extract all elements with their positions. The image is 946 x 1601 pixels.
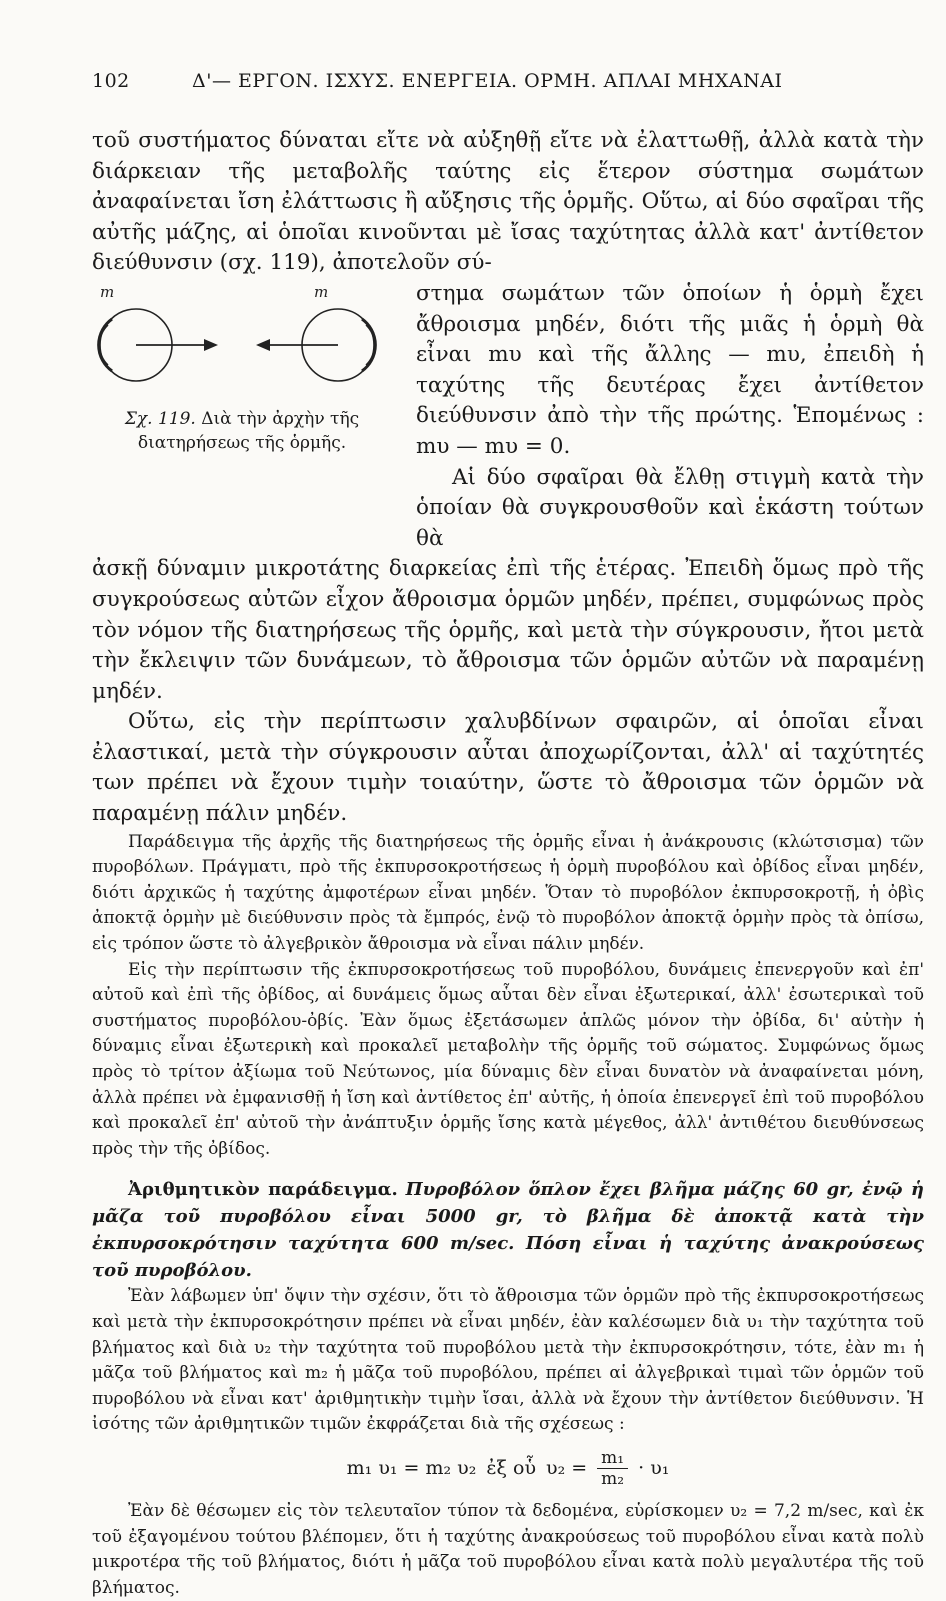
small-paragraph-2: Εἰς τὴν περίπτωσιν τῆς ἐκπυρσοκροτήσεως τοῦ πυροβόλου, δυνάμεις ἐπενεργοῦν καὶ ἐπ' αὐτοῦ καὶ ἐπὶ τῆς ὀβίδος, αἱ δυνάμεις ὅμως αὗται δὲν εἶναι ἐξωτερικαί, ἀλλ' ἐσωτερικαὶ τοῦ συστήματος πυροβόλου-ὀβίς. Ἐὰν ὅμως ἐξετάσωμεν ἁπλῶς μόνον τὴν ὀβίδα, δι' αὐτὴν ἡ δύναμις εἶναι ἐξωτερικὴ καὶ προκαλεῖ μεταβολὴν τῆς ὁρμῆς τοῦ σώματος. Συμφώνως ὅμως πρὸς τὸ τρίτον ἀξίωμα τοῦ Νεύτωνος, μία δύναμις δὲν εἶναι δυνατὸν νὰ ἀναφαίνεται μόνη, ἀλλὰ πρέπει νὰ ἐμφανισθῇ ἡ ἴση καὶ ἀντίθετος ἐπ' αὐτῆς, ἡ ὁποία ἐπενεργεῖ ἐπὶ τοῦ πυροβόλου καὶ προκαλεῖ ἐπ' αὐτοῦ τὴν ἀνάπτυξιν ὁρμῆς ἴσης κατὰ μέγεθος, ἀλλ' ἀντιθέτου διευθύνσεως πρὸς τὴν τῆς ὀβίδος. [92,959,924,1159]
formula-fraction [597,1448,628,1489]
paragraph-3: Οὕτω, εἰς τὴν περίπτωσιν χαλυβδίνων σφαιρῶν, αἱ ὁποῖαι εἶναι ἐλαστικαί, μετὰ τὴν σύγκρουσιν αὗται ἀποχωρίζονται, ἀλλ' αἱ ταχύτητές των πρέπει νὰ ἔχουν τιμὴν τοιαύτην, ὥστε τὸ ἄθροισμα τῶν ὁρμῶν νὰ παραμένῃ πάλιν μηδέν. [92,709,924,827]
formula [92,1448,924,1489]
figure-block [92,279,924,554]
numerical-example [92,1176,924,1284]
figure-119 [92,279,410,554]
side-paragraph-1: στημα σωμάτων τῶν ὁποίων ἡ ὁρμὴ ἔχει ἄθροισμα μηδέν, διότι τῆς μιᾶς ἡ ὁρμὴ θὰ εἶναι mυ καὶ τῆς ἄλλης — mυ, ἐπειδὴ ἡ ταχύτης τῆς δευτέρας ἔχει ἀντίθετον διεύθυνσιν ἀπὸ τὴν τῆς πρώτης. Ἑπομένως : mυ — mυ = 0. [416,280,924,459]
example-label: Ἀριθμητικὸν παράδειγμα. [128,1179,398,1201]
small-paragraph-4: Ἐὰν δὲ θέσωμεν εἰς τὸν τελευταῖον τύπον τὰ δεδομένα, εὑρίσκομεν υ₂ = 7,2 m/sec, καὶ ἐκ τοῦ ἐξαγομένου τούτου βλέπομεν, ὅτι ἡ ταχύτης ἀνακρούσεως τοῦ πυροβόλου εἶναι κατὰ πολὺ μικροτέρα τῆς τοῦ βλήματος, διότι ἡ μᾶζα τοῦ πυροβόλου εἶναι κατὰ πολὺ μεγαλυτέρα τῆς τοῦ βλήματος. [92,1500,924,1598]
caption-label: Σχ. 119. [124,408,196,429]
side-column [410,279,924,554]
paragraph-2: ἀσκῇ δύναμιν μικροτάτης διαρκείας ἐπὶ τῆς ἑτέρας. Ἐπειδὴ ὅμως πρὸ τῆς συγκρούσεως αὐτῶν εἶχον ἄθροισμα ὁρμῶν μηδέν, πρέπει, συμφώνως πρὸς τὸν νόμον τῆς διατηρήσεως τῆς ὁρμῆς, καὶ μετὰ τὴν σύγκρουσιν, ἤτοι μετὰ τὴν ἔκλειψιν τῶν δυνάμεων, τὸ ἄθροισμα τῶν ὁρμῶν αὐτῶν νὰ παραμένῃ μηδέν. [92,556,924,704]
figure-caption [92,407,410,455]
side-paragraph-2: Αἱ δύο σφαῖραι θὰ ἔλθῃ στιγμὴ κατὰ τὴν ὁποίαν θὰ συγκρουσθοῦν καὶ ἑκάστη τούτων θὰ [416,464,924,551]
mass-label-right: m [314,282,329,301]
mass-label-left: m [100,282,115,301]
arrow-right [136,339,218,351]
formula-lhs: υ₂ = [546,1457,588,1480]
colliding-spheres-diagram [92,279,410,399]
caption-text: Διὰ τὴν ἀρχὴν τῆς διατηρήσεως τῆς ὁρμῆς. [137,408,360,453]
small-paragraph-1: Παράδειγμα τῆς ἀρχῆς τῆς διατηρήσεως τῆς ὁρμῆς εἶναι ἡ ἀνάκρουσις (κλώτσισμα) τῶν πυροβόλων. Πράγματι, πρὸ τῆς ἐκπυρσοκροτήσεως ἡ ὁρμὴ πυροβόλου καὶ ὀβίδος εἶναι μηδέν, διότι ἀρχικῶς ἡ ταχύτης ἀμφοτέρων εἶναι μηδέν. Ὅταν τὸ πυροβόλον ἐκπυρσοκροτῇ, ἡ ὀβὶς ἀποκτᾷ ὁρμὴν μὲ διεύθυνσιν πρὸς τὰ ἔμπρός, ἐνῷ τὸ πυροβόλον ἀποκτᾷ ὁρμὴν πρὸς τὰ ὀπίσω, εἰς τρόπον ὥστε τὸ ἀλγεβρικὸν ἄθροισμα νὰ εἶναι πάλιν μηδέν. [92,831,924,955]
running-head: Δ'— ΕΡΓΟΝ. ΙΣΧΥΣ. ΕΝΕΡΓΕΙΑ. ΟΡΜΗ. ΑΠΛΑΙ ΜΗΧΑΝΑΙ [192,70,783,92]
formula-middle: ἐξ οὗ [486,1457,537,1480]
example-problem: Πυροβόλον ὅπλον ἔχει βλῆμα μάζης 60 gr, ἐνῷ ἡ μᾶζα τοῦ πυροβόλου εἶναι 5000 gr, τὸ βλῆμα δὲ ἀποκτᾷ κατὰ τὴν ἐκπυρσοκρότησιν ταχύτητα 600 m/sec. Πόση εἶναι ἡ ταχύτης ἀνακρούσεως τοῦ πυροβόλου. [92,1179,924,1282]
formula-rhs: · υ₁ [638,1457,670,1480]
small-paragraph-3: Ἐὰν λάβωμεν ὑπ' ὄψιν τὴν σχέσιν, ὅτι τὸ ἄθροισμα τῶν ὁρμῶν πρὸ τῆς ἐκπυρσοκροτήσεως καὶ μετὰ τὴν ἐκπυρσοκρότησιν πρέπει νὰ εἶναι μηδέν, ἐὰν καλέσωμεν διὰ υ₁ τὴν ταχύτητα τοῦ βλήματος καὶ διὰ υ₂ τὴν ταχύτητα τοῦ πυροβόλου μετὰ τὴν ἐκπυρσοκρότησιν, τότε, ἐὰν m₁ ἡ μᾶζα τοῦ βλήματος καὶ m₂ ἡ μᾶζα τοῦ πυροβόλου, πρέπει αἱ ἀλγεβρικαὶ τιμαὶ τῶν ὁρμῶν τοῦ πυροβόλου νὰ εἶναι κατ' ἀριθμητικὴν τιμὴν ἴσαι, ἀλλὰ νὰ ἔχουν τὴν ἀντίθετον διεύθυνσιν. Ἡ ἰσότης τῶν ἀριθμητικῶν τιμῶν ἐκφράζεται διὰ τῆς σχέσεως : [92,1286,924,1435]
page-header [92,70,924,92]
formula-left: m₁ υ₁ = m₂ υ₂ [346,1457,477,1480]
formula-numerator: m₁ [597,1448,628,1469]
page-number: 102 [92,70,130,92]
paragraph-1: τοῦ συστήματος δύναται εἴτε νὰ αὐξηθῇ εἴτε νὰ ἐλαττωθῇ, ἀλλὰ κατὰ τὴν διάρκειαν τῆς μεταβολῆς ταύτης εἰς ἕτερον σύστημα σωμάτων ἀναφαίνεται ἴση ἐλάττωσις ἢ αὔξησις τῆς ὁρμῆς. Οὕτω, αἱ δύο σφαῖραι τῆς αὐτῆς μάζης, αἱ ὁποῖαι κινοῦνται μὲ ἴσας ταχύτητας ἀλλὰ κατ' ἀντίθετον διεύθυνσιν (σχ. 119), ἀποτελοῦν σύ- [92,128,924,276]
arrow-left [256,339,338,351]
formula-denominator: m₂ [601,1468,625,1489]
